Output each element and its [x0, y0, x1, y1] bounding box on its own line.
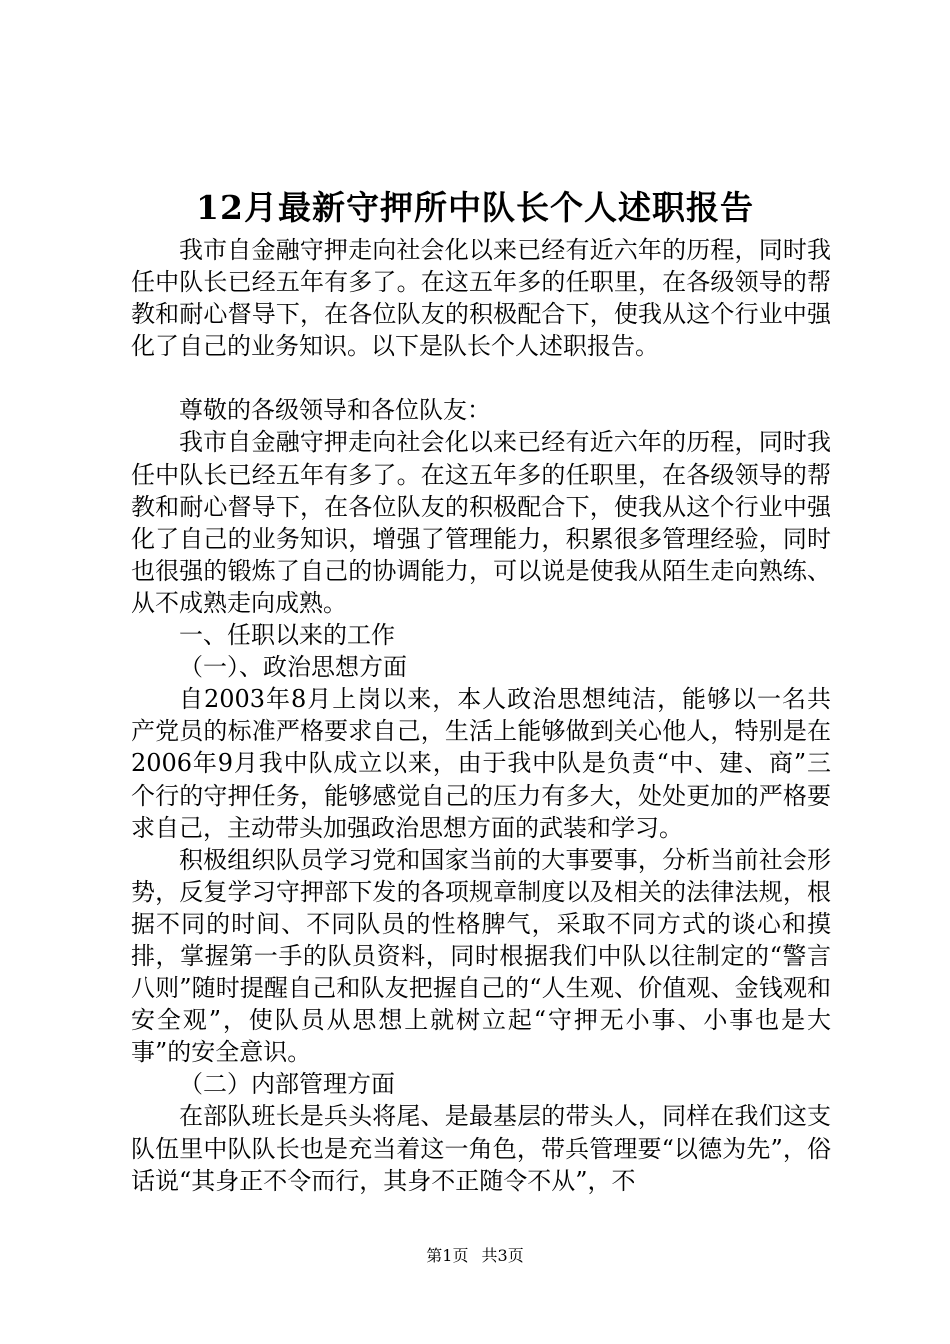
salutation: 尊敬的各级领导和各位队友：	[179, 396, 491, 425]
page-footer	[0, 1246, 950, 1266]
body-paragraph: 积极组织队员学习党和国家当前的大事要事，分析当前社会形势，反复学习守押部下发的各项规章制度以及相关的法律法规，根据不同的时间、不同队员的性格脾气，采取不同方式的谈心和摸排，掌握第一手的队员资料，同时根据我们中队以往制定的“警言八则”随时提醒自己和队友把握自己的“人生观、价值观、金钱观和安全观”，使队员从思想上就树立起“守押无小事、小事也是大事”的安全意识。	[131, 845, 831, 1067]
page-total: 共3页	[481, 1246, 524, 1265]
intro-paragraph: 我市自金融守押走向社会化以来已经有近六年的历程，同时我任中队长已经五年有多了。在这五年多的任职里，在各级领导的帮教和耐心督导下，在各位队友的积极配合下，使我从这个行业中强化了自己的业务知识。以下是队长个人述职报告。	[131, 236, 831, 361]
subsection-heading: （二）内部管理方面	[179, 1070, 395, 1099]
subsection-heading: （一）、政治思想方面	[179, 653, 407, 682]
body-paragraph: 我市自金融守押走向社会化以来已经有近六年的历程，同时我任中队长已经五年有多了。在这五年多的任职里，在各级领导的帮教和耐心督导下，在各位队友的积极配合下，使我从这个行业中强化了自己的业务知识，增强了管理能力，积累很多管理经验，同时也很强的锻炼了自己的协调能力，可以说是使我从陌生走向熟练、从不成熟走向成熟。	[131, 428, 831, 617]
body-paragraph: 自2003年8月上岗以来，本人政治思想纯洁，能够以一名共产党员的标准严格要求自己，生活上能够做到关心他人，特别是在2006年9月我中队成立以来，由于我中队是负责“中、建、商”三个行的守押任务，能够感觉自己的压力有多大，处处更加的严格要求自己，主动带头加强政治思想方面的武装和学习。	[131, 685, 831, 842]
document-body	[131, 234, 831, 1197]
page-number: 第1页	[426, 1246, 469, 1265]
document-title: 12月最新守押所中队长个人述职报告	[196, 188, 754, 227]
section-heading: 一、任职以来的工作	[179, 621, 395, 650]
body-paragraph: 在部队班长是兵头将尾、是最基层的带头人，同样在我们这支队伍里中队队长也是充当着这一角色，带兵管理要“以德为先”，俗话说“其身正不令而行，其身不正随令不从”，不	[131, 1102, 831, 1195]
